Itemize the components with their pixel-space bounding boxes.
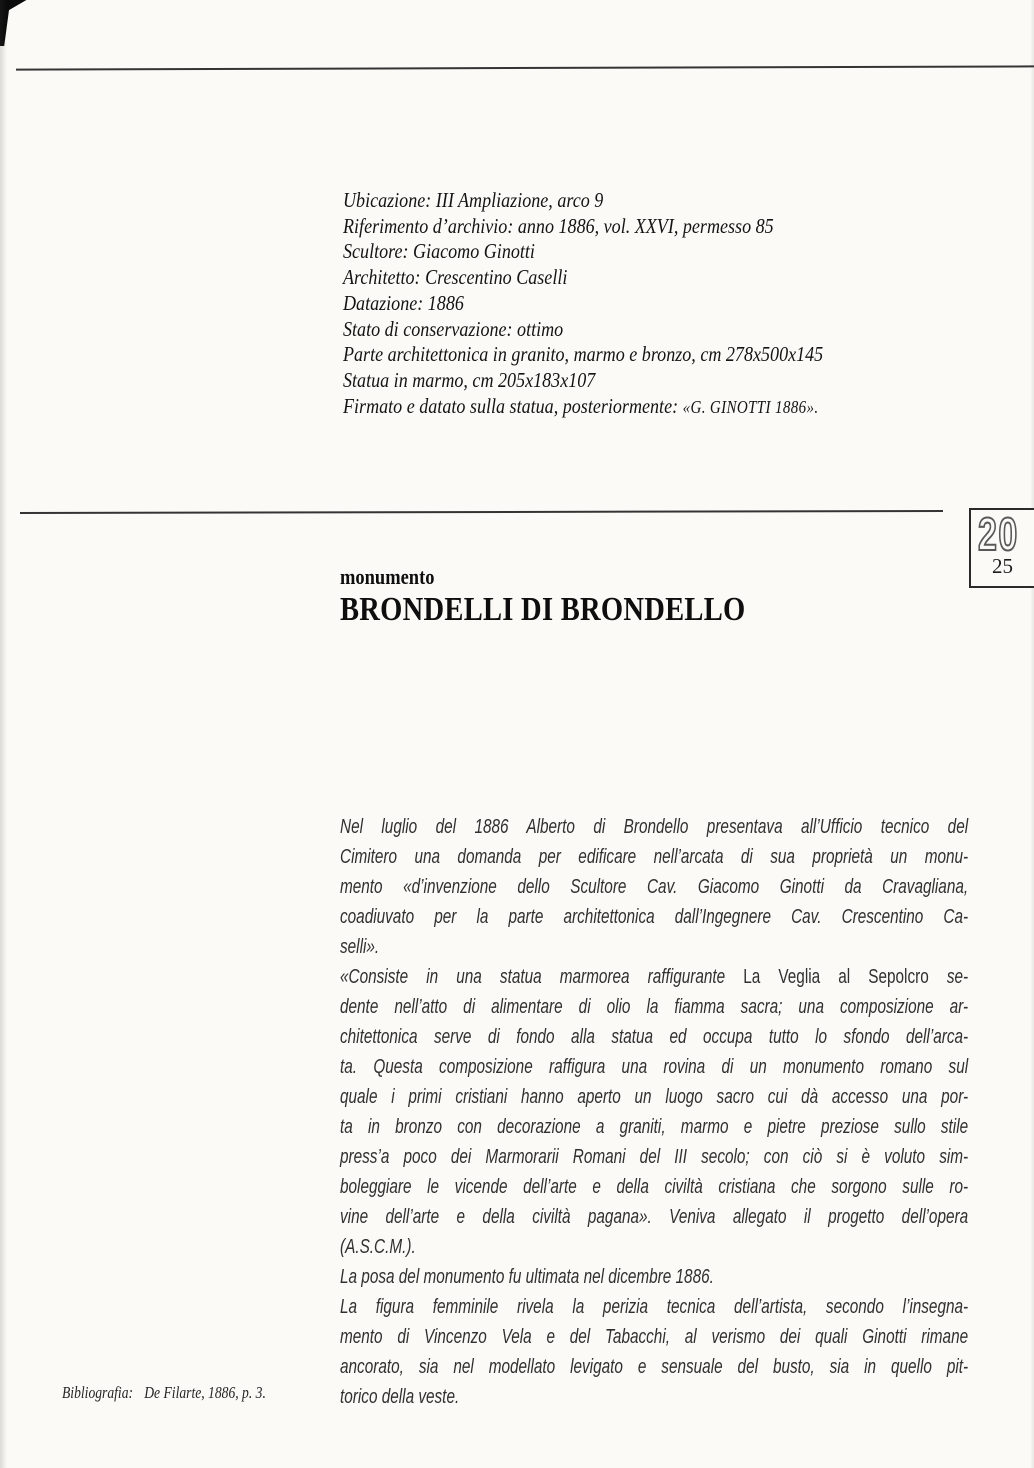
body-line: mento di Vincenzo Vela e del Tabacchi, al verismo dei quali Ginotti rimane (340, 1326, 969, 1348)
entry-kicker: monumento (340, 564, 435, 589)
metadata-line-statue-size: Statua in marmo, cm 205x183x107 (343, 367, 596, 392)
body-line: vine dell’arte e della civiltà pagana». Veniva allegato il progetto dell’opera (340, 1206, 969, 1228)
body-line: press’a poco dei Marmorarii Romani del III secolo; con ciò si è voluto sim- (340, 1146, 969, 1168)
entry-number-badge (969, 508, 1034, 588)
page-number: 25 (992, 554, 1013, 578)
body-line-segment: «Consiste in una statua marmorea raffigurante (340, 966, 744, 988)
bibliography-label: Bibliografia: (62, 1383, 134, 1402)
metadata-line-architecture-size: Parte architettonica in granito, marmo e bronzo, cm 278x500x145 (343, 342, 824, 367)
bibliography-reference: De Filarte, 1886, p. 3. (144, 1383, 266, 1402)
metadata-line-date: Datazione: 1886 (343, 290, 464, 315)
signature-prefix: Firmato e datato sulla statua, posteriormente: (343, 393, 683, 418)
entry-number: 20 (978, 508, 1019, 560)
metadata-line-location: Ubicazione: III Ampliazione, arco 9 (343, 188, 604, 212)
body-line: dente nell’atto di alimentare di olio la fiamma sacra; una composizione ar- (340, 996, 969, 1018)
horizontal-rule-divider (20, 510, 943, 514)
body-line: selli». (340, 936, 380, 958)
body-line (340, 962, 968, 992)
metadata-line-archive: Riferimento d’archivio: anno 1886, vol. XXVI, permesso 85 (343, 213, 774, 238)
artwork-title-roman: La Veglia al Sepolcro (743, 966, 929, 988)
title-block (340, 564, 745, 630)
metadata-line-architect: Architetto: Crescentino Caselli (343, 265, 568, 290)
body-line: mento «d’invenzione dello Scultore Cav. Giacomo Ginotti da Cravagliana, (340, 876, 969, 898)
body-line: La figura femminile rivela la perizia tecnica dell’artista, secondo l’insegna- (340, 1296, 969, 1318)
body-line: Cimitero una domanda per edificare nell’arcata di sua proprietà un monu- (340, 846, 969, 868)
body-line: coadiuvato per la parte architettonica dall’Ingegnere Cav. Crescentino Ca- (340, 906, 969, 928)
bibliography (62, 1382, 266, 1403)
scan-edge-shadow-right (1030, 0, 1034, 1468)
metadata-line-sculptor: Scultore: Giacomo Ginotti (343, 239, 535, 264)
body-line: ta. Questa composizione raffigura una rovina di un monumento romano sul (340, 1056, 969, 1078)
metadata-line-signature (343, 394, 893, 421)
scan-edge-shadow-left (0, 0, 7, 1468)
body-line: ancorato, sia nel modellato levigato e sensuale del busto, sia in quello pit- (340, 1356, 969, 1378)
metadata-block (343, 188, 893, 420)
body-line: La posa del monumento fu ultimata nel dicembre 1886. (340, 1266, 714, 1288)
body-line: quale i primi cristiani hanno aperto un luogo sacro cui dà accesso una por- (340, 1086, 969, 1108)
horizontal-rule-top (16, 65, 1034, 70)
metadata-line-condition: Stato di conservazione: ottimo (343, 316, 564, 341)
body-text (340, 812, 968, 1412)
body-line: chitettonica serve di fondo alla statua ed occupa tutto lo sfondo dell’arca- (340, 1026, 969, 1048)
body-line: torico della veste. (340, 1386, 460, 1408)
body-line: ta in bronzo con decorazione a graniti, marmo e pietre preziose sullo stile (340, 1116, 969, 1138)
body-line: boleggiare le vicende dell’arte e della civiltà cristiana che sorgono sulle ro- (340, 1176, 969, 1198)
body-line: Nel luglio del 1886 Alberto di Brondello presentava all’Ufficio tecnico del (340, 816, 969, 838)
entry-title: BRONDELLI DI BRONDELLO (340, 591, 746, 628)
body-line: (A.S.C.M.). (340, 1236, 416, 1258)
body-line-segment: se- (928, 966, 969, 988)
signature-text: «G. GINOTTI 1886». (682, 396, 819, 417)
